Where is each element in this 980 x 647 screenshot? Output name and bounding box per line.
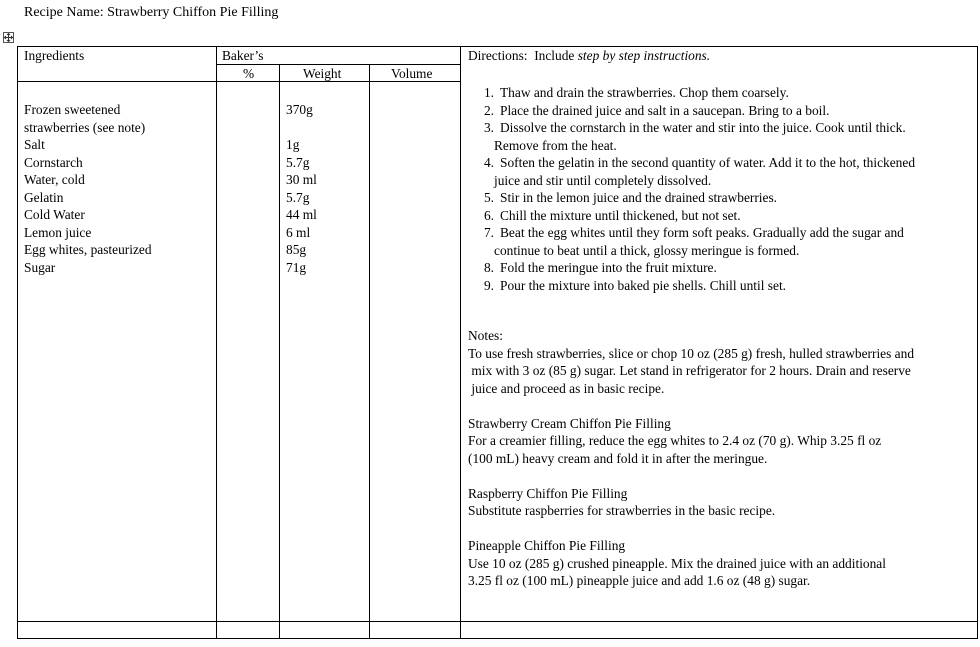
ingredient-weight: 370g — [286, 102, 313, 117]
step-text: Fold the meringue into the fruit mixture. — [500, 260, 717, 275]
direction-step-line — [468, 259, 978, 277]
ingredient-name: Cold Water — [24, 207, 85, 222]
step-number: 4. — [483, 155, 494, 170]
step-number: 9. — [483, 277, 494, 293]
direction-step — [468, 84, 978, 102]
variation-line: (100 mL) heavy cream and fold it in after the meringue. — [468, 450, 768, 466]
ingredient-name: Salt — [24, 137, 45, 152]
variation-line: For a creamier filling, reduce the egg whites to 2.4 oz (70 g). Whip 3.25 fl oz — [468, 433, 882, 448]
variation-title: Strawberry Cream Chiffon Pie Filling — [468, 415, 671, 431]
direction-step-line — [468, 119, 978, 137]
header-percent-symbol: % — [243, 66, 255, 81]
ingredient-name: Sugar — [24, 259, 56, 275]
direction-step — [468, 102, 978, 120]
directions-emphasis: step by step instructions. — [577, 48, 711, 63]
step-text: Soften the gelatin in the second quantity of water. Add it to the hot, thickened — [500, 155, 916, 170]
ingredient-weight: 5.7g — [286, 189, 310, 205]
direction-step-line — [468, 189, 978, 207]
variation-title: Raspberry Chiffon Pie Filling — [468, 485, 628, 501]
direction-step — [468, 277, 978, 295]
variation-line: Use 10 oz (285 g) crushed pineapple. Mix the drained juice with an additional — [468, 555, 886, 571]
variation-title: Pineapple Chiffon Pie Filling — [468, 538, 626, 553]
notes-section — [468, 327, 978, 590]
ingredient-weight: 5.7g — [286, 154, 310, 170]
direction-step-line — [468, 84, 978, 102]
direction-step-line — [468, 207, 978, 225]
step-number: 6. — [483, 207, 494, 223]
step-text: continue to beat until a thick, glossy meringue is formed. — [494, 242, 800, 258]
notes-line: mix with 3 oz (85 g) sugar. Let stand in refrigerator for 2 hours. Drain and reserve — [468, 363, 911, 378]
direction-step-line — [468, 102, 978, 120]
step-text: Stir in the lemon juice and the drained strawberries. — [500, 190, 778, 205]
variation-line: Substitute raspberries for strawberries in the basic recipe. — [468, 503, 776, 518]
step-text: Thaw and drain the strawberries. Chop them coarsely. — [500, 85, 789, 100]
direction-step-line — [468, 277, 978, 295]
ingredient-name: Lemon juice — [24, 224, 92, 240]
step-number: 7. — [483, 225, 494, 240]
step-text: Pour the mixture into baked pie shells. Chill until set. — [500, 277, 787, 293]
direction-step-line — [468, 154, 978, 172]
directions-steps — [468, 84, 978, 294]
ingredient-weight — [286, 119, 366, 137]
direction-step-line — [468, 172, 978, 190]
ingredient-weight: 85g — [286, 242, 307, 257]
directions-label: Directions: Include — [468, 48, 578, 63]
ingredient-name: Frozen sweetened — [24, 102, 121, 117]
direction-step-line — [468, 137, 978, 155]
direction-step-line — [468, 224, 978, 242]
ingredient-list — [24, 101, 216, 276]
step-text: Place the drained juice and salt in a saucepan. Bring to a boil. — [500, 102, 830, 118]
ingredient-weight: 1g — [286, 137, 300, 152]
step-text: Dissolve the cornstarch in the water and stir into the juice. Cook until thick. — [500, 120, 906, 135]
notes-spacer — [468, 467, 978, 485]
ingredient-weight: 44 ml — [286, 207, 317, 222]
notes-spacer — [468, 520, 978, 538]
recipe-title: Recipe Name: Strawberry Chiffon Pie Filling — [24, 5, 279, 20]
ingredient-weight: 6 ml — [286, 224, 311, 240]
direction-step — [468, 119, 978, 154]
weight-list — [286, 101, 366, 276]
direction-step — [468, 224, 978, 259]
direction-step — [468, 189, 978, 207]
direction-step-line — [468, 242, 978, 260]
notes-heading: Notes: — [468, 328, 503, 343]
variation-line: 3.25 fl oz (100 mL) pineapple juice and add 1.6 oz (48 g) sugar. — [468, 573, 811, 588]
step-text: Remove from the heat. — [494, 137, 617, 153]
step-text: juice and stir until completely dissolved. — [494, 172, 712, 188]
ingredient-weight: 71g — [286, 259, 307, 275]
header-ingredients: Ingredients — [24, 48, 85, 63]
header-weight: Weight — [303, 66, 342, 81]
direction-step — [468, 259, 978, 277]
step-number: 8. — [483, 260, 494, 275]
header-volume: Volume — [391, 66, 433, 81]
ingredient-name: Cornstarch — [24, 154, 83, 170]
ingredient-name: strawberries (see note) — [24, 119, 146, 135]
header-directions — [468, 47, 710, 65]
step-number: 2. — [483, 102, 494, 118]
step-number: 3. — [483, 120, 494, 135]
ingredient-weight: 30 ml — [286, 172, 317, 187]
notes-line: To use fresh strawberries, slice or chop 10 oz (285 g) fresh, hulled strawberries and — [468, 345, 915, 361]
step-text: Chill the mixture until thickened, but not set. — [500, 207, 741, 223]
direction-step — [468, 154, 978, 189]
notes-line: juice and proceed as in basic recipe. — [468, 380, 665, 396]
step-number: 5. — [483, 190, 494, 205]
header-bakers-percent: Baker’s — [222, 48, 264, 63]
ingredient-name: Gelatin — [24, 189, 64, 205]
step-text: Beat the egg whites until they form soft peaks. Gradually add the sugar and — [500, 225, 904, 240]
ingredient-name: Water, cold — [24, 172, 85, 187]
ingredient-name: Egg whites, pasteurized — [24, 242, 152, 257]
step-number: 1. — [483, 85, 494, 100]
direction-step — [468, 207, 978, 225]
notes-spacer — [468, 397, 978, 415]
